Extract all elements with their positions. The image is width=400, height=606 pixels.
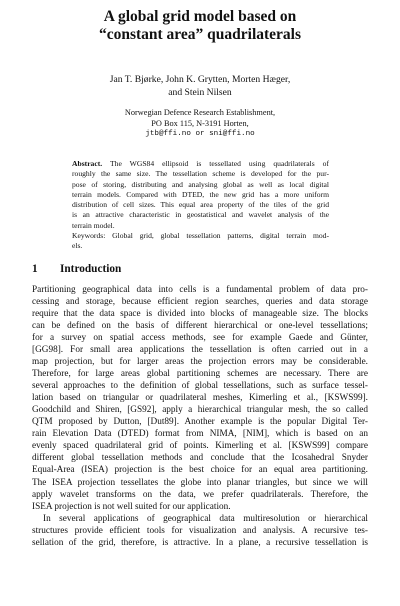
body-line: In several applications of geographical data multiresolution or hierarchical [43,513,368,524]
body-line: sellation of the grid, therefore, is attractive. In a plane, a recursive tessellation is [32,537,368,548]
paragraph-1 [32,284,368,513]
affiliation [0,107,400,141]
body-line: can be defined on the basis of different hierarchical or one-level tessellations; [32,321,368,332]
abstract-line: is an attractive characteristic in geostatistical and wavelet analysis of the [72,210,329,220]
abstract-line: terrain model. [72,220,115,230]
body-line: rain Elevation Data (DTED) format from NIMA, [NIM], which is based on an [32,429,368,440]
keywords-line: Keywords: Global grid, global tessellation patterns, digital terrain mod- [72,231,329,241]
body-line: QTM proposed by Dutton, [Dut89]. Another example is the popular Digital Ter- [32,417,368,428]
body-line: ISEA projection is not well suited for our application. [32,501,231,512]
body-text [32,284,368,549]
section-heading [32,263,372,275]
body-line: require that the data space is divided into blocks of manageable size. The blocks [32,309,368,320]
body-line: The ISEA projection tessellates the globe into planar triangles, but since we will [32,477,368,488]
body-line: structures provide efficient tools for visualization and analysis. A recursive tes- [32,525,368,536]
body-line: several approaches to the definition of global tessellations, such as surface tessel- [32,381,368,392]
keywords-line: els. [72,241,83,251]
abstract-line: terrain models. Compared with DTED, the new grid has a more uniform [72,189,329,199]
affiliation-line-2: PO Box 115, N-3191 Horten, [151,119,249,129]
abstract-line: Abstract. The WGS84 ellipsoid is tessellated using quadrilaterals of [72,159,329,168]
title-line-2: “constant area” quadrilaterals [98,26,302,43]
section-title: Introduction [60,263,122,275]
abstract-label: Abstract. [72,159,103,168]
body-line: for a survey on spatial access methods, see for example Gaede and Günter, [32,333,368,344]
authors-line-2: and Stein Nilsen [168,86,232,98]
title-line-1: A global grid model based on [103,8,297,25]
abstract-body [72,159,329,252]
contact-emails[interactable]: jtb@ffi.no or sni@ffi.no [145,130,255,139]
body-line: evenly spaced quadrilateral grid of points. Kimerling et al. [KSWS99] compare [32,441,368,452]
body-line: different global tessellation methods and conclude that the Icosahedral Snyder [32,453,368,464]
section-number: 1 [32,263,38,275]
body-line: Goodchild and Shiren, [GS92], apply a hierarchical triangular mesh, the so called [32,405,368,416]
author-list [0,74,400,99]
body-line: Partitioning geographical data into cells is a fundamental problem of data pro- [32,285,368,295]
paragraph-2 [32,513,368,549]
body-line: Therefore, for large areas global partitioning schemes are necessary. There are [32,369,368,380]
affiliation-line-1: Norwegian Defence Research Establishment, [124,108,276,117]
body-line: lation based on triangular or quadrilateral meshes, Kimerling et al., [KSWS99]. [32,393,368,404]
paper-title [0,8,400,44]
abstract [72,159,329,252]
abstract-line: roughly the same size. The tessellation scheme is developed for the pur- [72,169,329,179]
authors-line-1: Jan T. Bjørke, John K. Grytten, Morten Hæger, [109,74,291,85]
body-line: map projection, but for larger areas the projection errors may be considerable. [32,357,368,368]
body-line: Equal-Area (ISEA) projection is the best choice for an equal area partitioning. [32,465,368,476]
body-line: cessing and storage, because efficient region searches, queries and data storage [32,297,368,308]
abstract-line: pose of storing, distributing and analysing global as well as local digital [72,179,329,189]
abstract-line: distribution of cell sizes. This equal area property of the tiles of the grid [72,200,329,210]
body-line: apply wavelet transforms on the data, we prefer quadrilaterals. Therefore, the [32,489,368,500]
body-line: [GG98]. For small area applications the tessellation is often carried out in a [32,345,368,356]
